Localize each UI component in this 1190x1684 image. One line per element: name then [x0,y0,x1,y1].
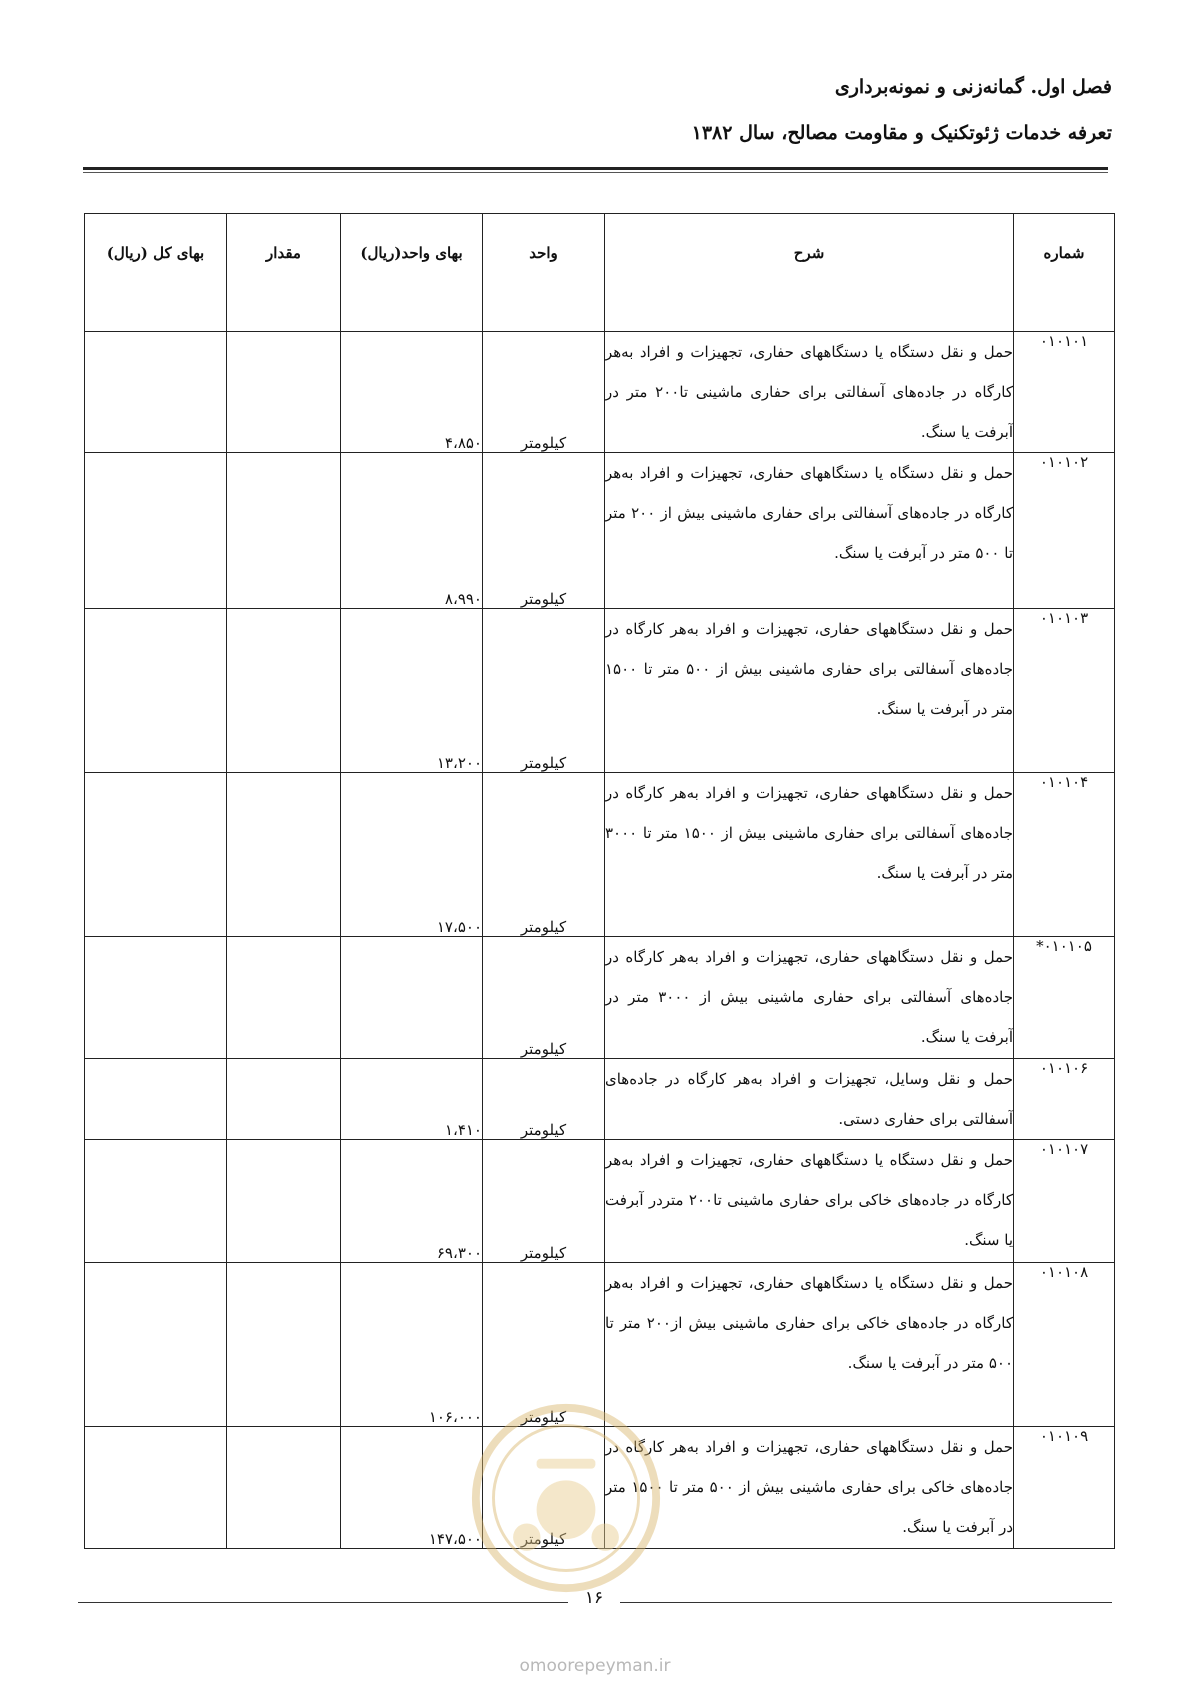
row-total-price [85,1263,227,1427]
header-unit: واحد [483,214,605,332]
row-unit: کیلومتر [483,937,605,1059]
header-description: شرح [605,214,1014,332]
row-number: ۰۱۰۱۰۱ [1014,332,1115,453]
row-unit: کیلومتر [483,1263,605,1427]
row-description: حمل و نقل دستگاههای حفاری، تجهیزات و افراد به‌هر کارگاه در جاده‌های آسفالتی برای حفاری ماشینی بیش از ۱۵۰۰ متر تا ۳۰۰۰ متر در آبرفت یا سنگ. [605,773,1014,937]
row-quantity [227,1427,341,1549]
row-description: حمل و نقل دستگاه یا دستگاههای حفاری، تجهیزات و افراد به‌هر کارگاه در جاده‌های خاکی برای حفاری ماشینی بیش از۲۰۰ متر تا ۵۰۰ متر در آبرفت یا سنگ. [605,1263,1014,1427]
row-number: ۰۱۰۱۰۷ [1014,1140,1115,1263]
row-number: ۰۱۰۱۰۸ [1014,1263,1115,1427]
row-total-price [85,1427,227,1549]
table-row [85,1427,1115,1549]
row-total-price [85,773,227,937]
table-row [85,1263,1115,1427]
header-rule-thin [83,172,1108,173]
row-description: حمل و نقل دستگاه یا دستگاههای حفاری، تجهیزات و افراد به‌هر کارگاه در جاده‌های آسفالتی برای حفاری ماشینی بیش از ۲۰۰ متر تا ۵۰۰ متر در آبرفت یا سنگ. [605,453,1014,609]
row-quantity [227,1263,341,1427]
row-total-price [85,609,227,773]
row-unit: کیلومتر [483,609,605,773]
row-description: حمل و نقل دستگاه یا دستگاههای حفاری، تجهیزات و افراد به‌هر کارگاه در جاده‌های خاکی برای حفاری ماشینی تا۲۰۰ متردر آبرفت یا سنگ. [605,1140,1014,1263]
table-row [85,1059,1115,1140]
row-unit: کیلومتر [483,1059,605,1140]
row-description: حمل و نقل دستگاههای حفاری، تجهیزات و افراد به‌هر کارگاه در جاده‌های آسفالتی برای حفاری ماشینی بیش از ۳۰۰۰ متر در آبرفت یا سنگ. [605,937,1014,1059]
header-total-price: بهای کل (ریال) [85,214,227,332]
row-quantity [227,1140,341,1263]
row-description: حمل و نقل دستگاه یا دستگاههای حفاری، تجهیزات و افراد به‌هر کارگاه در جاده‌های آسفالتی برای حفاری ماشینی تا۲۰۰ متر در آبرفت یا سنگ. [605,332,1014,453]
footer-rule-right [620,1602,1112,1603]
row-description: حمل و نقل دستگاههای حفاری، تجهیزات و افراد به‌هر کارگاه در جاده‌های آسفالتی برای حفاری ماشینی بیش از ۵۰۰ متر تا ۱۵۰۰ متر در آبرفت یا سنگ. [605,609,1014,773]
footer-rule-left [78,1602,568,1603]
row-number: ۰۱۰۱۰۶ [1014,1059,1115,1140]
tariff-table [84,213,1115,1549]
website-watermark: omoorepeyman.ir [519,1656,671,1676]
document-subtitle: تعرفه خدمات ژئوتکنیک و مقاومت مصالح، سال ۱۳۸۲ [691,122,1112,144]
row-quantity [227,453,341,609]
row-total-price [85,937,227,1059]
page-number: ۱۶ [584,1588,604,1608]
row-number: ۰۱۰۱۰۵* [1014,937,1115,1059]
chapter-title: فصل اول. گمانه‌زنی و نمونه‌برداری [834,76,1112,98]
table-row [85,332,1115,453]
table-header-row [85,214,1115,332]
row-unit-price: ۴،۸۵۰ [341,332,483,453]
row-unit-price: ۸،۹۹۰ [341,453,483,609]
row-total-price [85,332,227,453]
row-unit-price: ۱۰۶،۰۰۰ [341,1263,483,1427]
row-unit: کیلومتر [483,1427,605,1549]
row-quantity [227,1059,341,1140]
row-number: ۰۱۰۱۰۲ [1014,453,1115,609]
row-unit-price: ۱۴۷،۵۰۰ [341,1427,483,1549]
row-unit: کیلومتر [483,1140,605,1263]
row-total-price [85,1140,227,1263]
row-number: ۰۱۰۱۰۳ [1014,609,1115,773]
table-row [85,609,1115,773]
row-number: ۰۱۰۱۰۹ [1014,1427,1115,1549]
row-unit: کیلومتر [483,453,605,609]
header-rule-thick [83,167,1108,170]
row-total-price [85,1059,227,1140]
row-unit: کیلومتر [483,773,605,937]
row-quantity [227,937,341,1059]
row-description: حمل و نقل وسایل، تجهیزات و افراد به‌هر کارگاه در جاده‌های آسفالتی برای حفاری دستی. [605,1059,1014,1140]
row-quantity [227,773,341,937]
table-row [85,773,1115,937]
page-header [78,76,1112,144]
row-total-price [85,453,227,609]
header-number: شماره [1014,214,1115,332]
row-unit-price: ۱،۴۱۰ [341,1059,483,1140]
header-quantity: مقدار [227,214,341,332]
row-unit-price: ۱۷،۵۰۰ [341,773,483,937]
table-row [85,453,1115,609]
row-number: ۰۱۰۱۰۴ [1014,773,1115,937]
table-row [85,1140,1115,1263]
row-unit-price: ۱۳،۲۰۰ [341,609,483,773]
row-unit-price: ۶۹،۳۰۰ [341,1140,483,1263]
row-unit-price [341,937,483,1059]
row-description: حمل و نقل دستگاههای حفاری، تجهیزات و افراد به‌هر کارگاه در جاده‌های خاکی برای حفاری ماشینی بیش از ۵۰۰ متر تا ۱۵۰۰ متر در آبرفت یا سنگ. [605,1427,1014,1549]
header-unit-price: بهای واحد(ریال) [341,214,483,332]
row-quantity [227,609,341,773]
table-row [85,937,1115,1059]
row-unit: کیلومتر [483,332,605,453]
row-quantity [227,332,341,453]
